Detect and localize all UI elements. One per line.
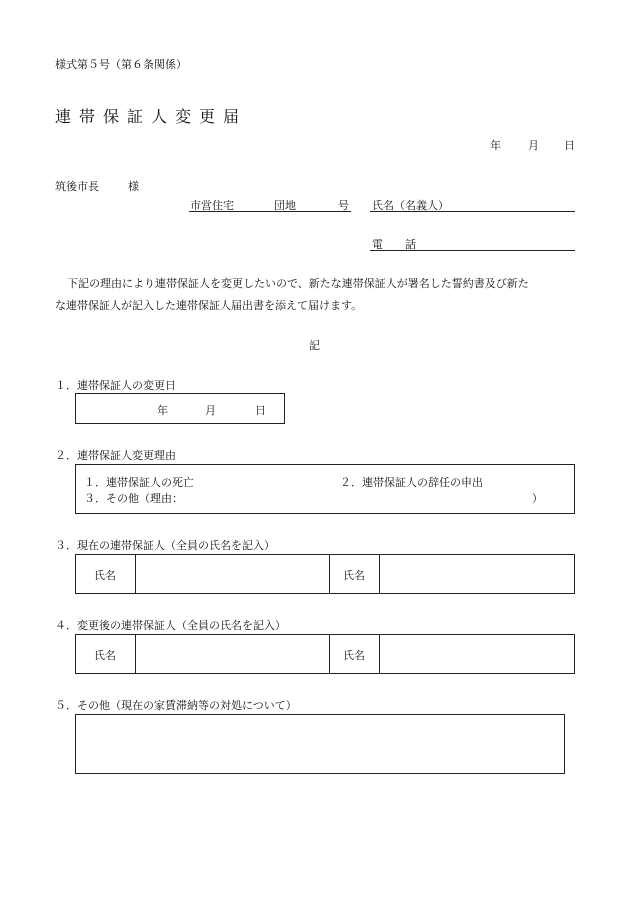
date-day-label: 日 — [564, 139, 575, 152]
phone-field[interactable] — [370, 250, 575, 251]
change-date-field[interactable] — [75, 393, 285, 424]
current-name-label-1: 氏名 — [94, 569, 116, 582]
addressee-honorific: 様 — [128, 180, 139, 193]
applicant-name-label: 氏名（名義人） — [372, 199, 449, 212]
body-text-line-2: な連帯保証人が記入した連帯保証人届出書を添えて届けます。 — [55, 299, 363, 312]
new-name-label-2: 氏名 — [343, 649, 365, 662]
new-name-field-1[interactable] — [136, 635, 328, 673]
body-text-line-1: 下記の理由により連帯保証人を変更したいので、新たな連帯保証人が署名した誓約書及び新た — [67, 277, 529, 290]
addressee-name: 筑後市長 — [55, 180, 99, 193]
current-name-field-2[interactable] — [380, 555, 574, 593]
ki-heading: 記 — [309, 339, 320, 352]
complex-label: 団地 — [274, 199, 296, 212]
number-label: 号 — [338, 199, 349, 212]
current-name-field-1[interactable] — [136, 555, 328, 593]
housing-label: 市営住宅 — [190, 199, 234, 212]
table-divider — [329, 634, 330, 674]
change-date-month-label: 月 — [205, 404, 216, 417]
reason-option-other[interactable]: ３．その他（理由： — [84, 492, 183, 505]
section-3-heading: ３．現在の連帯保証人（全員の氏名を記入） — [55, 539, 275, 552]
form-number: 様式第５号（第６条関係） — [55, 58, 187, 71]
section-4-heading: ４．変更後の連帯保証人（全員の氏名を記入） — [55, 619, 286, 632]
date-year-label: 年 — [490, 139, 501, 152]
date-month-label: 月 — [528, 139, 539, 152]
table-divider — [329, 554, 330, 594]
current-name-label-2: 氏名 — [343, 569, 365, 582]
change-date-year-label: 年 — [157, 404, 168, 417]
new-name-label-1: 氏名 — [94, 649, 116, 662]
address-underline — [189, 211, 351, 212]
page-title: 連帯保証人変更届 — [55, 107, 248, 126]
reason-option-death[interactable]: １．連帯保証人の死亡 — [84, 476, 194, 489]
reason-option-resignation[interactable]: ２．連帯保証人の辞任の申出 — [340, 476, 483, 489]
section-5-heading: ５．その他（現在の家賃滞納等の対処について） — [55, 699, 297, 712]
applicant-name-field[interactable] — [370, 211, 575, 212]
phone-label: 電 話 — [372, 238, 416, 251]
new-name-field-2[interactable] — [380, 635, 574, 673]
section-1-heading: １．連帯保証人の変更日 — [55, 379, 176, 392]
change-date-day-label: 日 — [255, 404, 266, 417]
other-notes-field[interactable] — [75, 714, 565, 774]
section-2-heading: ２．連帯保証人変更理由 — [55, 449, 176, 462]
reason-other-close-paren: ） — [532, 492, 543, 505]
